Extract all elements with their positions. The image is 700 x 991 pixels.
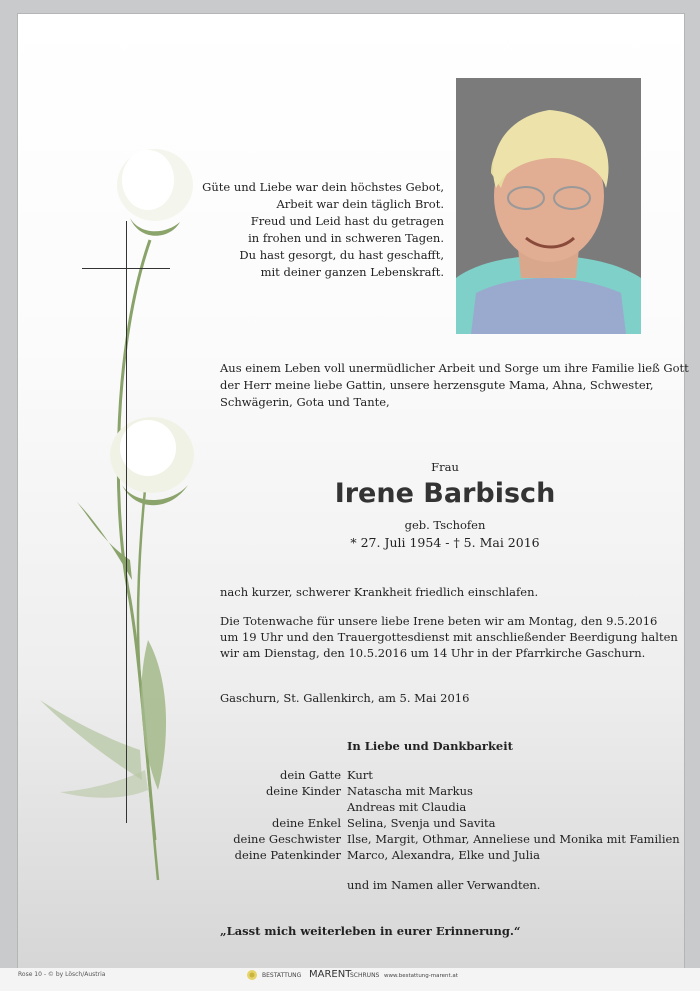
relatives-text: und im Namen aller Verwandten.	[347, 878, 541, 892]
poem-line: Du hast gesorgt, du hast geschafft,	[239, 248, 444, 262]
deceased-name: Irene Barbisch	[334, 478, 556, 509]
family-names: Marco, Alexandra, Elke und Julia	[347, 848, 540, 862]
salutation: Frau	[431, 460, 459, 474]
wake-line: um 19 Uhr und den Trauergottesdienst mit anschließender Beerdigung halten	[220, 630, 678, 644]
family-names: Selina, Svenja und Savita	[347, 816, 496, 830]
family-role: deine Kinder	[265, 784, 341, 798]
poem-line: mit deiner ganzen Lebenskraft.	[260, 265, 444, 279]
image-credit: Rose 10 - © by Lösch/Austria	[18, 971, 106, 978]
birth-name: geb. Tschofen	[404, 518, 486, 532]
website-link[interactable]: www.bestattung-marent.at	[384, 973, 458, 979]
intro-line: der Herr meine liebe Gattin, unsere herzensgute Mama, Ahna, Schwester,	[220, 378, 654, 392]
intro-line: Schwägerin, Gota und Tante,	[220, 395, 390, 409]
brand-name: MARENT	[309, 969, 352, 980]
poem-line: Arbeit war dein täglich Brot.	[276, 197, 444, 211]
closing-quote: „Lasst mich weiterleben in eurer Erinnerung.“	[220, 924, 521, 938]
family-names: Natascha mit Markus	[347, 784, 473, 798]
poem-line: Freud und Leid hast du getragen	[250, 214, 444, 228]
life-dates: * 27. Juli 1954 - † 5. Mai 2016	[350, 535, 540, 550]
portrait-photo	[456, 78, 641, 334]
cross-horizontal-line	[82, 268, 170, 269]
intro-line: Aus einem Leben voll unermüdlicher Arbeit und Sorge um ihre Familie ließ Gott	[220, 361, 689, 375]
poem-line: in frohen und in schweren Tagen.	[248, 231, 444, 245]
family-names: Andreas mit Claudia	[347, 800, 467, 814]
family-role: deine Patenkinder	[234, 848, 341, 862]
footer	[0, 968, 700, 991]
family-names: Ilse, Margit, Othmar, Anneliese und Monika mit Familien	[347, 832, 680, 846]
poem-line: Güte und Liebe war dein höchstes Gebot,	[202, 180, 444, 194]
family-role: deine Geschwister	[233, 832, 341, 846]
rose-logo-icon	[245, 969, 259, 983]
love-heading: In Liebe und Dankbarkeit	[347, 739, 513, 753]
passing-text: nach kurzer, schwerer Krankheit friedlich einschlafen.	[220, 585, 539, 599]
wake-line: Die Totenwache für unsere liebe Irene beten wir am Montag, den 9.5.2016	[220, 614, 658, 628]
family-names: Kurt	[347, 768, 373, 782]
family-role: dein Gatte	[280, 768, 341, 782]
brand-prefix: BESTATTUNG	[262, 972, 302, 979]
family-role: deine Enkel	[272, 816, 341, 830]
brand-city: SCHRUNS	[350, 972, 380, 979]
wake-line: wir am Dienstag, den 10.5.2016 um 14 Uhr in der Pfarrkirche Gaschurn.	[220, 646, 646, 660]
place-date: Gaschurn, St. Gallenkirch, am 5. Mai 2016	[220, 691, 470, 705]
